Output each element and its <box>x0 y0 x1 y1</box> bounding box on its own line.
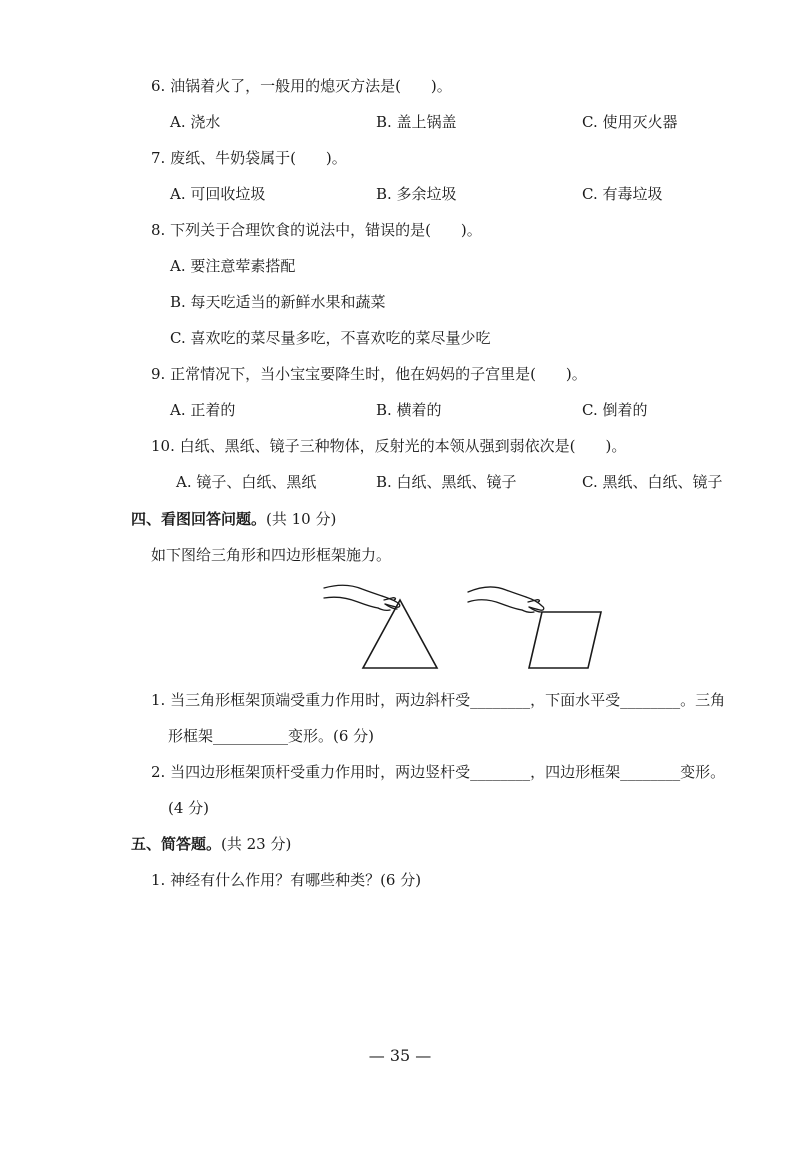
question-7-option-a: A. 可回收垃圾 <box>170 185 266 203</box>
hand-icon <box>468 587 544 613</box>
hand-icon <box>324 585 400 610</box>
question-8-stem: 8. 下列关于合理饮食的说法中，错误的是( )。 <box>151 221 482 239</box>
force-frames-figure <box>318 576 608 676</box>
question-9-option-b: B. 横着的 <box>376 401 442 419</box>
section-4-q2-line2: (4 分) <box>168 799 210 817</box>
question-9-stem: 9. 正常情况下，当小宝宝要降生时，他在妈妈的子宫里是( )。 <box>151 365 587 383</box>
section-5-heading: 五、简答题。 <box>131 835 222 853</box>
triangle-frame <box>363 600 437 668</box>
quadrilateral-frame <box>529 612 601 668</box>
section-5-score: (共 23 分) <box>221 835 292 853</box>
section-4-heading: 四、看图回答问题。 <box>131 510 267 528</box>
question-10-option-a: A. 镜子、白纸、黑纸 <box>176 473 317 491</box>
page-number: — 35 — <box>368 1046 432 1065</box>
question-6-option-c: C. 使用灭火器 <box>582 113 678 131</box>
section-4-q1-line1: 1. 当三角形框架顶端受重力作用时，两边斜杆受________，下面水平受________。三角 <box>151 691 726 709</box>
question-8-option-b: B. 每天吃适当的新鲜水果和蔬菜 <box>170 293 386 311</box>
section-4-heading-row <box>131 509 336 529</box>
question-6-stem: 6. 油锅着火了，一般用的熄灭方法是( )。 <box>151 77 452 95</box>
question-10-option-c: C. 黑纸、白纸、镜子 <box>582 473 723 491</box>
question-7-option-b: B. 多余垃圾 <box>376 185 457 203</box>
question-6-option-b: B. 盖上锅盖 <box>376 113 457 131</box>
section-4-intro: 如下图给三角形和四边形框架施力。 <box>151 546 392 564</box>
question-7-stem: 7. 废纸、牛奶袋属于( )。 <box>151 149 347 167</box>
question-8-option-a: A. 要注意荤素搭配 <box>170 257 296 275</box>
question-9-option-c: C. 倒着的 <box>582 401 648 419</box>
question-7-option-c: C. 有毒垃圾 <box>582 185 663 203</box>
section-4-score: (共 10 分) <box>266 510 337 528</box>
question-9-option-a: A. 正着的 <box>170 401 236 419</box>
question-8-option-c: C. 喜欢吃的菜尽量多吃，不喜欢吃的菜尽量少吃 <box>170 329 491 347</box>
section-5-heading-row <box>131 834 291 854</box>
section-4-q1-line2: 形框架__________变形。(6 分) <box>168 727 375 745</box>
question-10-stem: 10. 白纸、黑纸、镜子三种物体，反射光的本领从强到弱依次是( )。 <box>151 437 627 455</box>
section-4-q2-line1: 2. 当四边形框架顶杆受重力作用时，两边竖杆受________，四边形框架________变形。 <box>151 763 726 781</box>
question-10-option-b: B. 白纸、黑纸、镜子 <box>376 473 517 491</box>
section-5-q1: 1. 神经有什么作用？有哪些种类？(6 分) <box>151 871 422 889</box>
question-6-option-a: A. 浇水 <box>170 113 221 131</box>
